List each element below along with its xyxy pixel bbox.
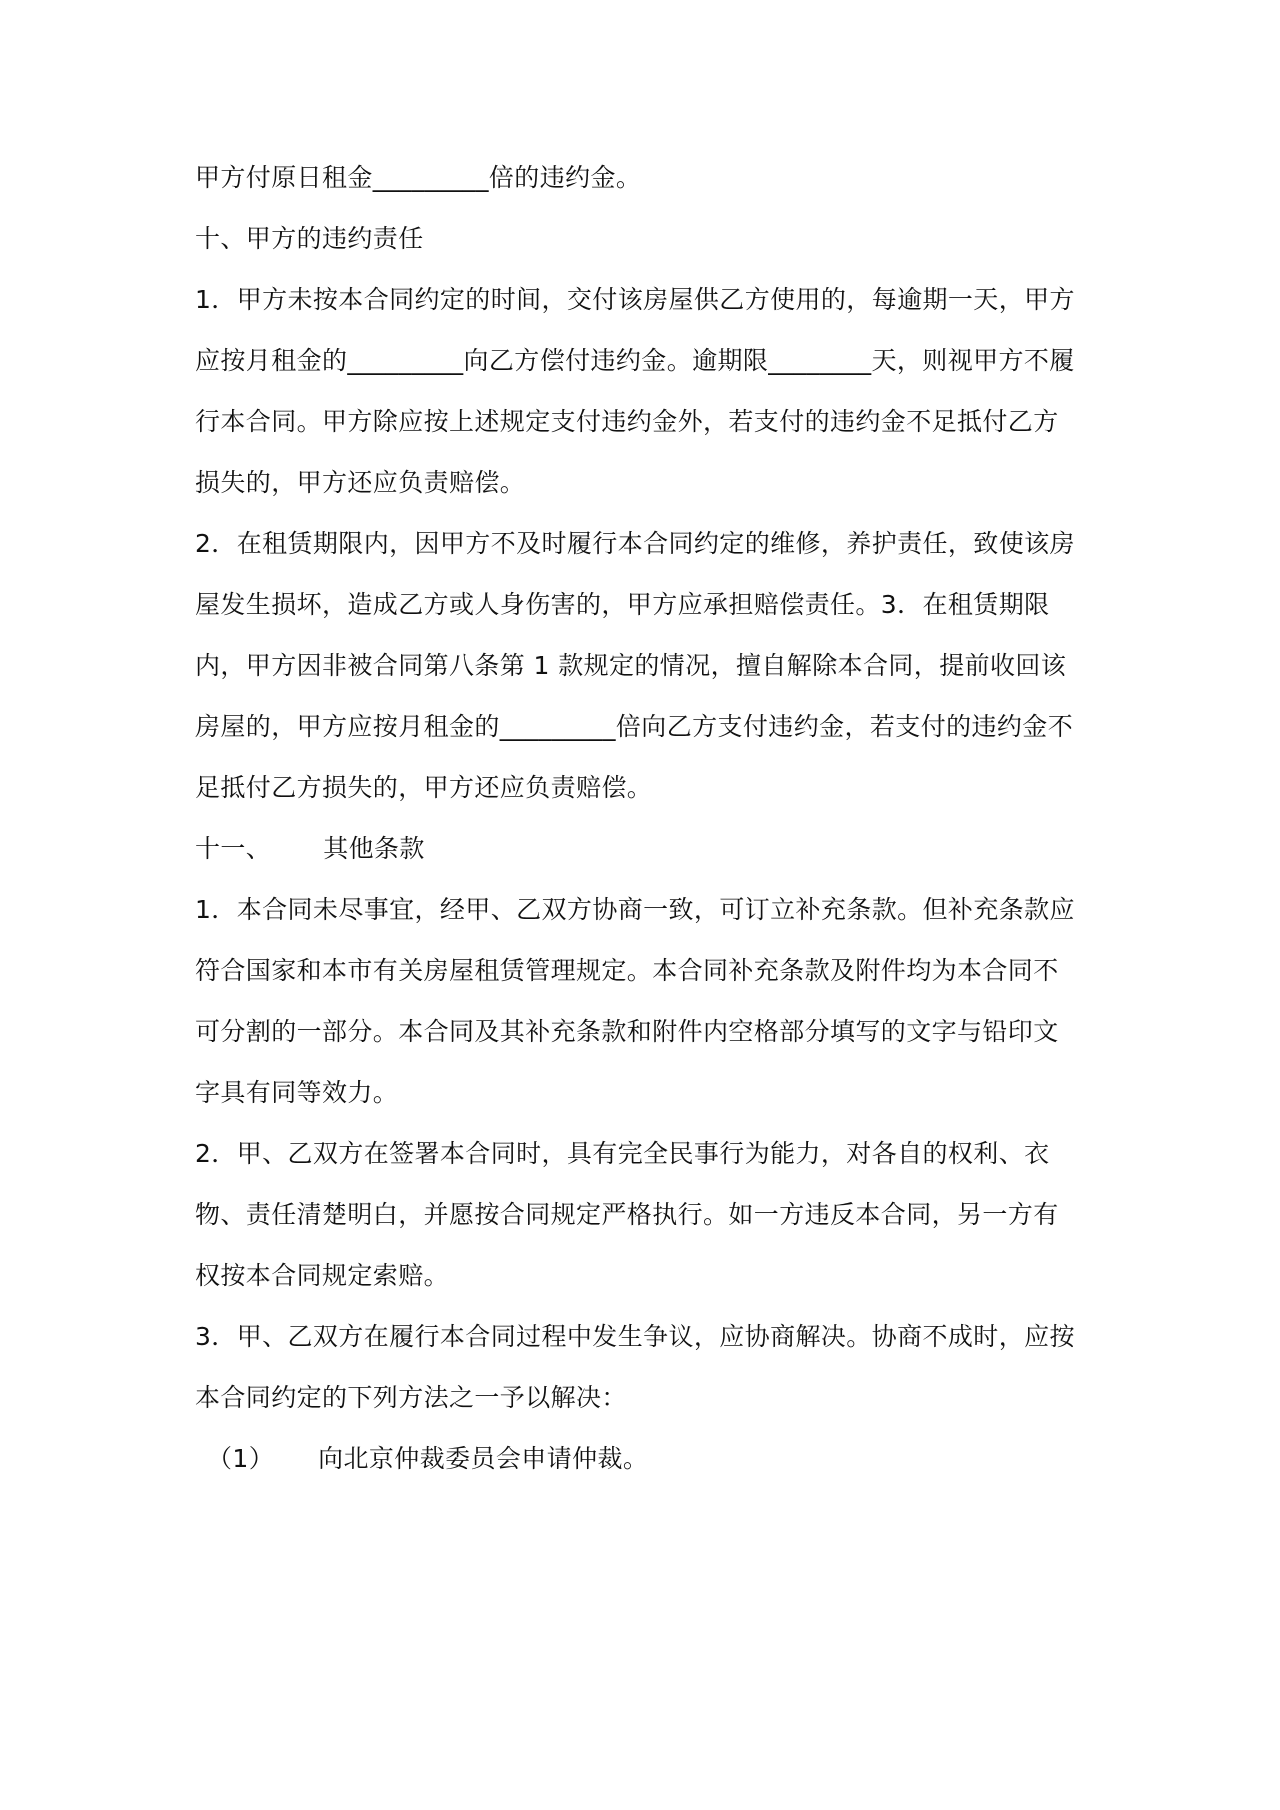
text-line: 可分割的一部分。本合同及其补充条款和附件内空格部分填写的文字与铅印文: [195, 1017, 1059, 1046]
text-line: 1．甲方未按本合同约定的时间，交付该房屋供乙方使用的，每逾期一天，甲方: [195, 285, 1075, 314]
list-item-text: 向北京仲裁委员会申请仲裁。: [318, 1444, 649, 1473]
text-line: 应按月租金的_________向乙方偿付违约金。逾期限________天，则视甲方不履: [195, 346, 1075, 375]
text-line: 本合同约定的下列方法之一予以解决：: [195, 1383, 627, 1412]
text-line: 权按本合同规定索赔。: [195, 1261, 450, 1290]
text-line: [195, 894, 1075, 926]
text-line: 甲方付原日租金_________倍的违约金。: [195, 163, 642, 192]
section-heading-10: 十、甲方的违约责任: [195, 224, 424, 253]
text-line: 损失的，甲方还应负责赔偿。: [195, 468, 526, 497]
text-line: 字具有同等效力。: [195, 1078, 399, 1107]
list-item-number: （1）: [207, 1444, 275, 1473]
text-line: 内，甲方因非被合同第八条第 1 款规定的情况，擅自解除本合同，提前收回该: [195, 651, 1067, 680]
text-line: 物、责任清楚明白，并愿按合同规定严格执行。如一方违反本合同，另一方有: [195, 1200, 1059, 1229]
text-line: 符合国家和本市有关房屋租赁管理规定。本合同补充条款及附件均为本合同不: [195, 956, 1059, 985]
clause-text: 本合同未尽事宜，经甲、乙双方协商一致，可订立补充条款。但补充条款应: [236, 895, 1075, 924]
text-line: 2．在租赁期限内，因甲方不及时履行本合同约定的维修，养护责任，致使该房: [195, 529, 1075, 558]
clause-number: 1．: [195, 895, 237, 924]
section-heading-11: [195, 833, 425, 865]
section-heading-11-number: 十一、: [195, 834, 272, 863]
text-line: 房屋的，甲方应按月租金的_________倍向乙方支付违约金，若支付的违约金不: [195, 712, 1074, 741]
section-heading-11-title: 其他条款: [323, 834, 425, 863]
text-line: 屋发生损坏，造成乙方或人身伤害的，甲方应承担赔偿责任。3．在租赁期限: [195, 590, 1050, 619]
text-line: 3．甲、乙双方在履行本合同过程中发生争议，应协商解决。协商不成时，应按: [195, 1322, 1075, 1351]
text-line: 行本合同。甲方除应按上述规定支付违约金外，若支付的违约金不足抵付乙方: [195, 407, 1059, 436]
text-line: 2．甲、乙双方在签署本合同时，具有完全民事行为能力，对各自的权利、衣: [195, 1139, 1050, 1168]
list-item: [207, 1443, 648, 1475]
text-line: 足抵付乙方损失的，甲方还应负责赔偿。: [195, 773, 653, 802]
